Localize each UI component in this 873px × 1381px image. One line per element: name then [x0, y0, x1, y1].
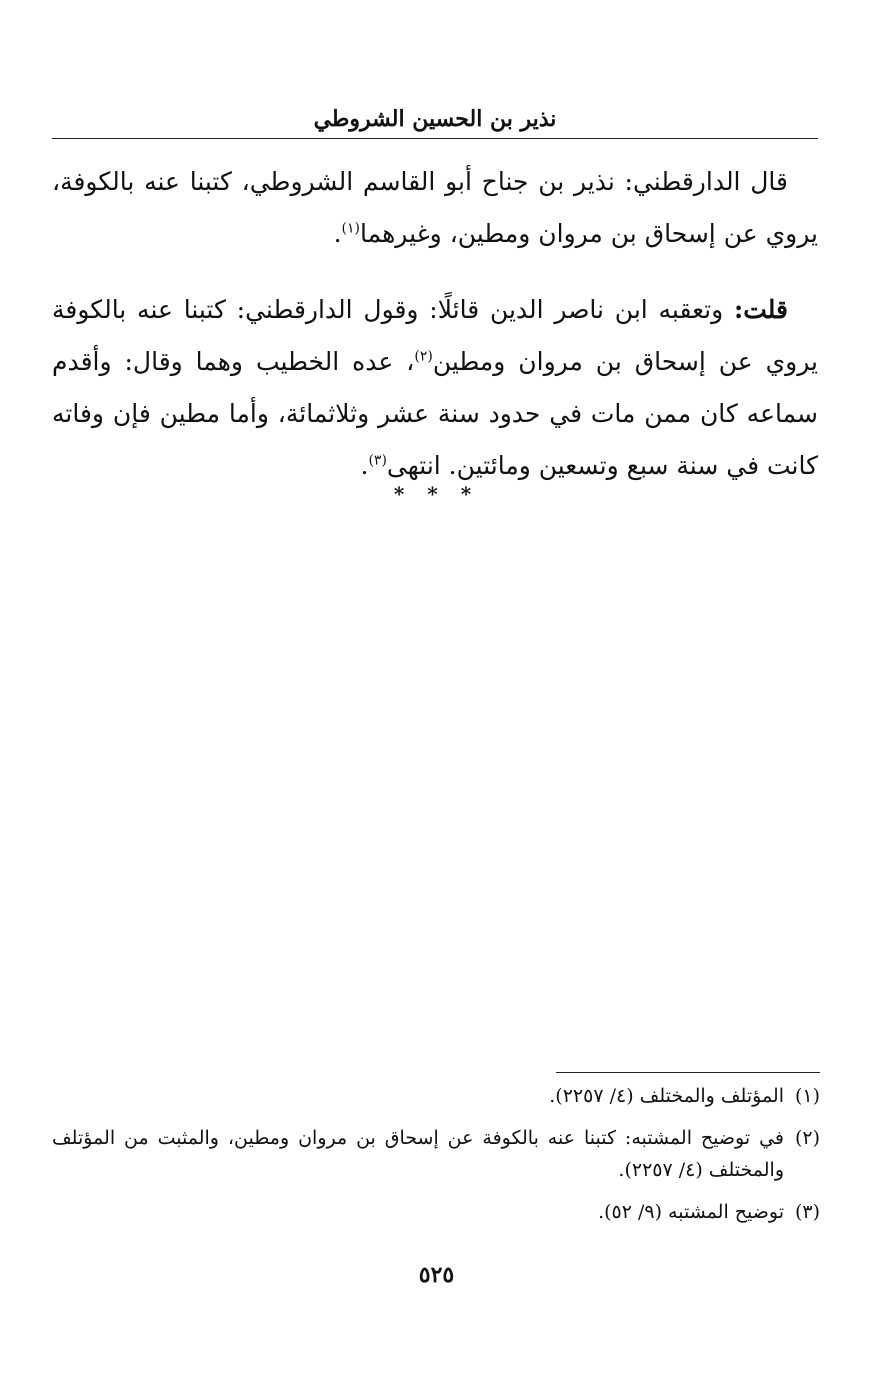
- header-divider: [52, 138, 818, 139]
- footnotes: [52, 1080, 820, 1238]
- footnote-number: (٢): [794, 1127, 820, 1149]
- main-text: [52, 156, 818, 492]
- footnote-3: [52, 1196, 820, 1228]
- footnote-text: في توضيح المشتبه: كتبنا عنه بالكوفة عن إسحاق بن مروان ومطين، والمثبت من المؤتلف والمختلف (٤/ ٢٢٥٧).: [52, 1127, 784, 1181]
- footnote-number: (٣): [794, 1201, 820, 1223]
- paragraph-comment: [52, 284, 818, 492]
- section-separator: * * *: [393, 482, 480, 506]
- paragraph-end: .: [333, 219, 342, 248]
- keyword-qultu: قلت:: [733, 295, 788, 324]
- running-head-title: نذير بن الحسين الشروطي: [313, 106, 557, 132]
- footnote-text: توضيح المشتبه (٩/ ٥٢).: [598, 1201, 784, 1223]
- footnote-text: المؤتلف والمختلف (٤/ ٢٢٥٧).: [549, 1085, 784, 1107]
- footnote-ref-2[interactable]: (٢): [414, 348, 433, 365]
- paragraph-text: ، عده الخطيب وهما وقال: وأقدم سماعه كان ممن مات في حدود سنة عشر وثلاثمائة، وأما مطين فإن وفاته كانت في سنة سبع وتسعين ومائتين. انتهى: [52, 347, 818, 480]
- footnote-2: [52, 1122, 820, 1186]
- paragraph-text: وتعقبه ابن ناصر الدين قائلًا: وقول الدارقطني: كتبنا عنه بالكوفة يروي عن إسحاق بن مروان ومطين: [52, 295, 818, 376]
- footnote-number: (١): [794, 1085, 820, 1107]
- paragraph-daraqutni: [52, 156, 818, 260]
- page-number: ٥٢٥: [418, 1262, 455, 1288]
- paragraph-text: قال الدارقطني: نذير بن جناح أبو القاسم الشروطي، كتبنا عنه بالكوفة، يروي عن إسحاق بن مروان ومطين، وغيرهما: [52, 167, 818, 248]
- footnote-ref-3[interactable]: (٣): [368, 452, 387, 469]
- footnote-divider: [556, 1072, 820, 1073]
- footnote-ref-1[interactable]: (١): [341, 220, 361, 237]
- paragraph-end: .: [360, 451, 369, 480]
- footnote-1: [52, 1080, 820, 1112]
